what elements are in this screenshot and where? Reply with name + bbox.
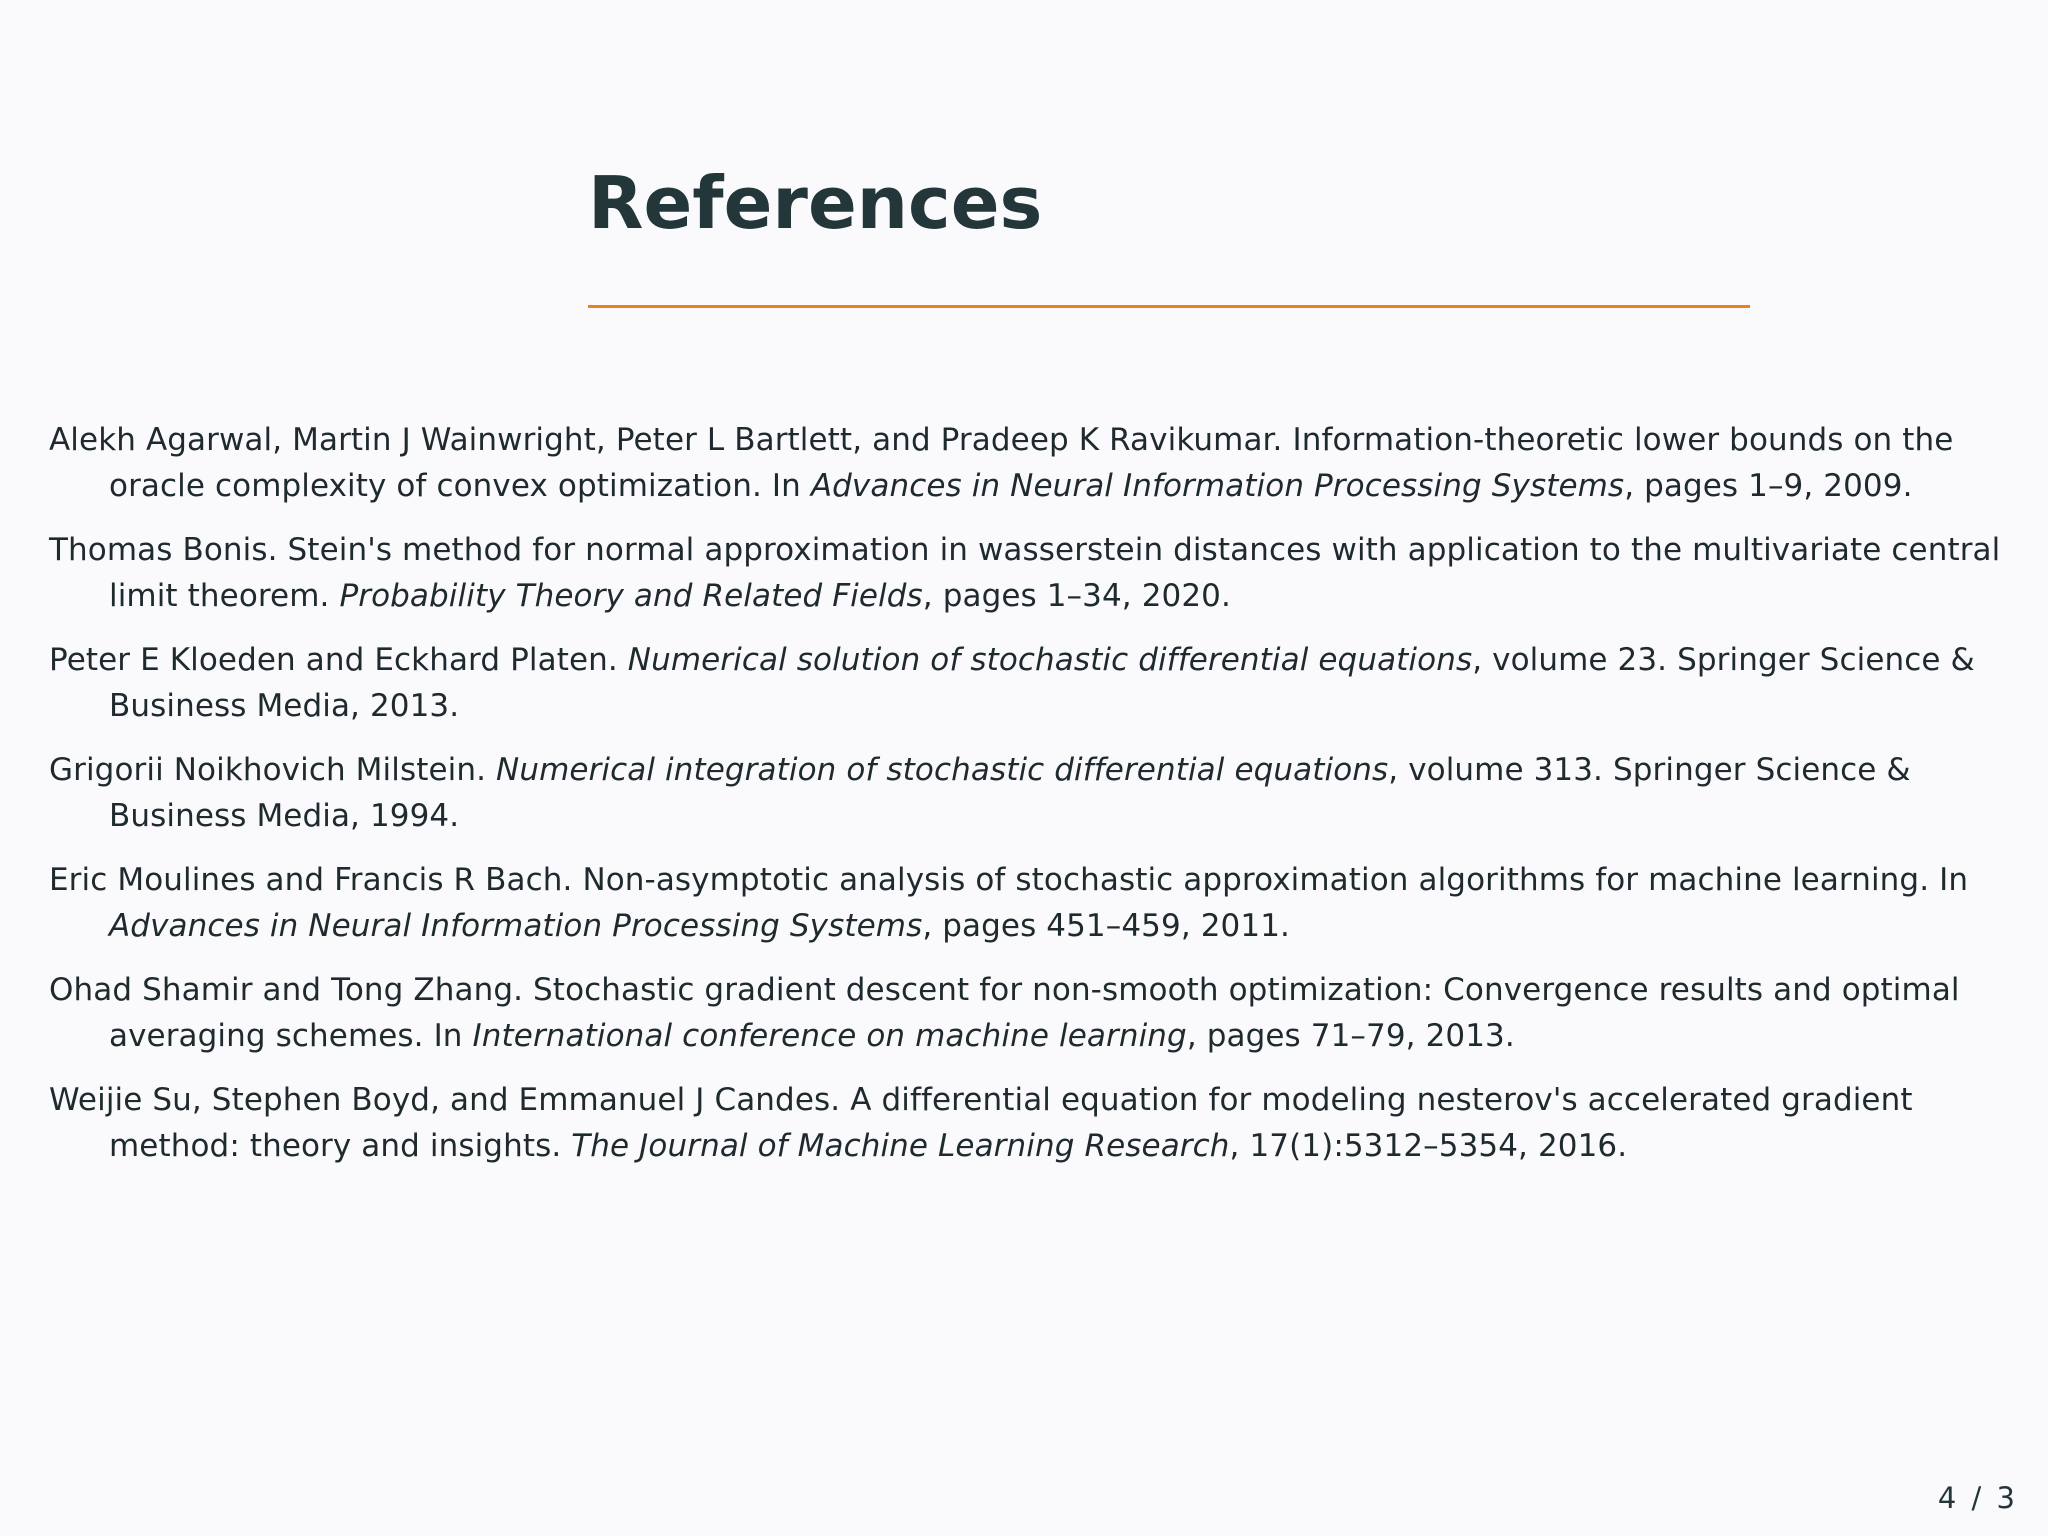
reference-venue: Numerical solution of stochastic differential equations [627, 642, 1473, 678]
reference-item [49, 748, 2009, 839]
reference-details: , pages 1–9, 2009. [1624, 467, 1913, 504]
reference-details: , 17(1):5312–5354, 2016. [1229, 1127, 1628, 1164]
reference-venue: International conference on machine learning [472, 1017, 1187, 1054]
reference-authors: Peter E Kloeden and Eckhard Platen. [49, 642, 618, 678]
reference-venue: Numerical integration of stochastic differential equations [496, 752, 1389, 788]
reference-details: , pages 451–459, 2011. [922, 907, 1290, 944]
reference-venue: The Journal of Machine Learning Research [571, 1127, 1230, 1164]
reference-authors: Ohad Shamir and Tong Zhang. [49, 972, 524, 1008]
reference-details: , volume 23. Springer Science & Business Media, 2013. [109, 642, 1975, 724]
reference-details: , volume 313. Springer Science & Business Media, 1994. [109, 752, 1911, 834]
reference-authors: Grigorii Noikhovich Milstein. [49, 752, 487, 788]
reference-title: A differential equation for modeling nesterov's accelerated gradient method: theory and insights. [109, 1082, 1913, 1164]
slide-title: References [588, 161, 1043, 245]
reference-list [49, 418, 2009, 1188]
reference-authors: Alekh Agarwal, Martin J Wainwright, Peter L Bartlett, and Pradeep K Ravikumar. [49, 422, 1283, 458]
reference-item [49, 418, 2009, 509]
reference-authors: Weijie Su, Stephen Boyd, and Emmanuel J Candes. [49, 1082, 841, 1118]
reference-venue: Advances in Neural Information Processing Systems [810, 467, 1625, 504]
reference-item [49, 1078, 2009, 1169]
title-underline [588, 305, 1750, 308]
reference-item [49, 528, 2009, 619]
reference-authors: Eric Moulines and Francis R Bach. [49, 862, 573, 898]
reference-item [49, 968, 2009, 1059]
page-number: 4 / 3 [1937, 1481, 2018, 1515]
reference-title: Stochastic gradient descent for non-smooth optimization: Convergence results and optimal averaging schemes. In [109, 972, 1960, 1054]
reference-title: Non-asymptotic analysis of stochastic approximation algorithms for machine learning. In [582, 862, 1969, 898]
reference-item [49, 638, 2009, 729]
reference-title: Information-theoretic lower bounds on the oracle complexity of convex optimization. In [109, 422, 1954, 504]
reference-venue: Probability Theory and Related Fields [339, 577, 923, 614]
reference-authors: Thomas Bonis. [49, 532, 278, 568]
reference-details: , pages 71–79, 2013. [1186, 1017, 1515, 1054]
reference-item [49, 858, 2009, 949]
reference-venue: Advances in Neural Information Processing Systems [109, 907, 923, 944]
reference-title: Stein's method for normal approximation in wasserstein distances with application to the multivariate central limit theorem. [109, 532, 2001, 614]
reference-details: , pages 1–34, 2020. [922, 577, 1231, 614]
